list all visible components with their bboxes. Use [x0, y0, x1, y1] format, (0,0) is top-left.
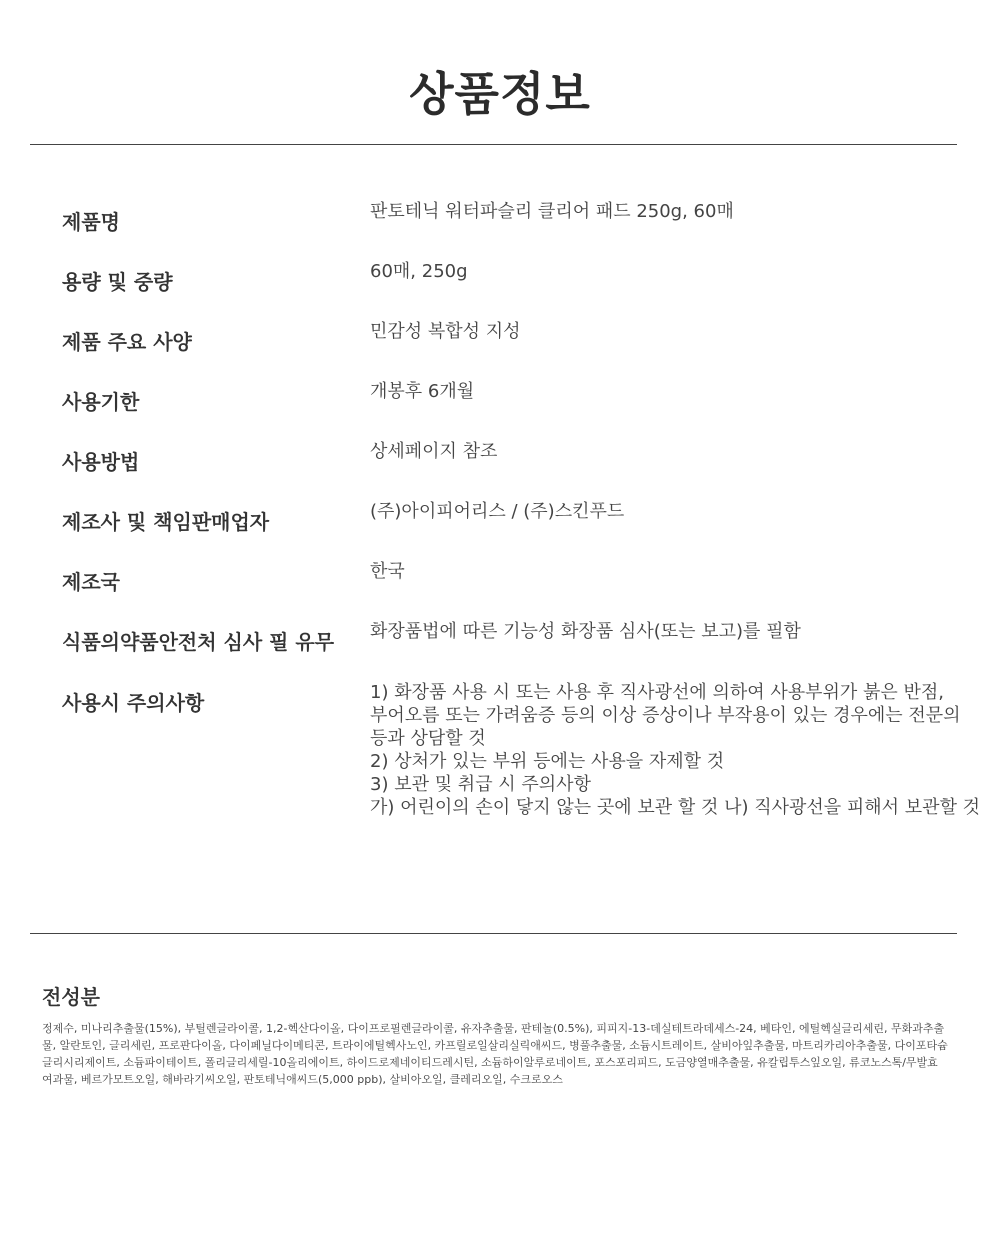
info-label: 식품의약품안전처 심사 필 유무	[62, 630, 335, 654]
page-title: 상품정보	[409, 67, 591, 121]
info-value-line: 민감성 복합성 지성	[370, 321, 521, 342]
info-value-line: 상세페이지 참조	[370, 441, 498, 462]
info-value-line: 한국	[370, 561, 405, 582]
info-value	[370, 681, 981, 819]
info-value-line: 60매, 250g	[370, 261, 468, 282]
info-value	[370, 500, 960, 523]
info-value	[370, 560, 960, 583]
info-value-line: 개봉후 6개월	[370, 381, 475, 402]
info-value-line: 2) 상처가 있는 부위 등에는 사용을 자제할 것	[370, 751, 725, 772]
info-value-line: 가) 어린이의 손이 닿지 않는 곳에 보관 할 것 나) 직사광선을 피해서 보관할 것	[370, 797, 981, 818]
info-label: 제조국	[62, 570, 120, 594]
info-label: 제품 주요 사양	[62, 330, 192, 354]
info-value	[370, 440, 960, 463]
info-value	[370, 200, 960, 223]
info-value	[370, 320, 960, 343]
ingredients-line: 물, 알란토인, 글리세린, 프로판다이올, 다이페닐다이메티콘, 트라이에틸헥사노인, 카프릴로일살리실릭애씨드, 병풀추출물, 소듐시트레이트, 살비아잎추출물, 마트리카리아추출물, 다이포타슘	[42, 1039, 948, 1052]
info-label: 사용시 주의사항	[62, 691, 205, 715]
info-value	[370, 620, 960, 643]
ingredients-list	[42, 1020, 958, 1088]
info-label: 사용방법	[62, 450, 140, 474]
info-value-line: 등과 상담할 것	[370, 728, 486, 749]
ingredients-line: 글리시리제이트, 소듐파이테이트, 폴리글리세릴-10올리에이트, 하이드로제네이티드레시틴, 소듐하이알루로네이트, 포스포리피드, 도금양열매추출물, 유칼립투스잎오일, 류코노스톡/무발효	[42, 1056, 938, 1069]
info-value-line: 화장품법에 따른 기능성 화장품 심사(또는 보고)를 필함	[370, 621, 801, 642]
info-value-line: 3) 보관 및 취급 시 주의사항	[370, 774, 591, 795]
info-value-line: 1) 화장품 사용 시 또는 사용 후 직사광선에 의하여 사용부위가 붉은 반점,	[370, 682, 944, 703]
ingredients-title: 전성분	[42, 985, 100, 1009]
info-value-line: (주)아이피어리스 / (주)스킨푸드	[370, 501, 625, 522]
info-value-line: 판토테닉 워터파슬리 클리어 패드 250g, 60매	[370, 201, 734, 222]
info-label: 사용기한	[62, 390, 140, 414]
info-value	[370, 380, 960, 403]
info-value-line: 부어오름 또는 가려움증 등의 이상 증상이나 부작용이 있는 경우에는 전문의	[370, 705, 961, 726]
ingredients-line: 여과물, 베르가모트오일, 해바라기씨오일, 판토테닉애씨드(5,000 ppb), 살비아오일, 클레리오일, 수크로오스	[42, 1073, 563, 1086]
info-label: 용량 및 중량	[62, 270, 173, 294]
info-label: 제품명	[62, 210, 120, 234]
top-divider	[30, 144, 957, 145]
bottom-divider	[30, 933, 957, 934]
info-label: 제조사 및 책임판매업자	[62, 510, 270, 534]
ingredients-line: 정제수, 미나리추출물(15%), 부틸렌글라이콜, 1,2-헥산다이올, 다이프로필렌글라이콜, 유자추출물, 판테놀(0.5%), 피피지-13-데실테트라데세스-24, 베타인, 에틸헥실글리세린, 무화과추출	[42, 1022, 945, 1035]
info-value	[370, 260, 960, 283]
